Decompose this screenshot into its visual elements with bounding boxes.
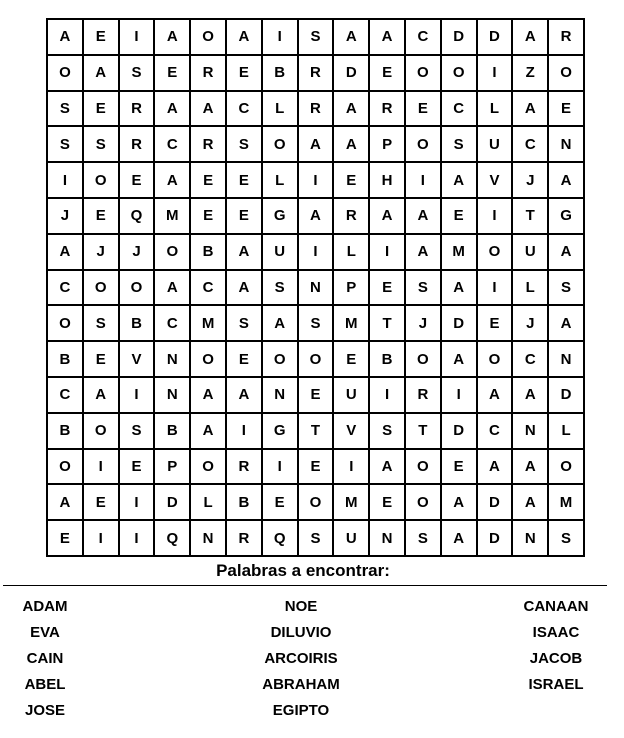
word-item: JOSE [24,702,66,719]
grid-cell[interactable]: R [298,55,334,91]
grid-cell[interactable]: S [119,413,155,449]
grid-cell[interactable]: I [119,377,155,413]
grid-cell[interactable]: S [226,305,262,341]
grid-cell[interactable]: E [369,55,405,91]
grid-cell[interactable]: S [298,19,334,55]
grid-cell[interactable]: D [441,413,477,449]
word-list-middle [231,597,371,727]
grid-cell[interactable]: E [226,198,262,234]
grid-cell[interactable]: N [154,341,190,377]
grid-row [47,234,584,270]
grid-cell[interactable]: A [369,198,405,234]
word-item: ABEL [24,676,66,693]
grid-cell[interactable]: A [512,19,548,55]
grid-cell[interactable]: A [405,234,441,270]
word-item: CAIN [26,650,64,667]
grid-cell[interactable]: O [190,449,226,485]
grid-cell[interactable]: E [83,19,119,55]
grid-cell[interactable]: S [405,520,441,556]
grid-cell[interactable]: S [226,126,262,162]
grid-cell[interactable]: B [154,413,190,449]
grid-cell[interactable]: V [119,341,155,377]
grid-cell[interactable]: S [83,305,119,341]
grid-cell[interactable]: L [548,413,584,449]
grid-cell[interactable]: I [333,449,369,485]
grid-cell[interactable]: G [262,413,298,449]
grid-cell[interactable]: E [298,377,334,413]
grid-cell[interactable]: E [369,270,405,306]
grid-cell[interactable]: E [333,341,369,377]
grid-cell[interactable]: O [405,341,441,377]
grid-cell[interactable]: A [548,162,584,198]
grid-cell[interactable]: D [477,520,513,556]
grid-cell[interactable]: I [83,449,119,485]
grid-cell[interactable]: A [548,305,584,341]
grid-cell[interactable]: B [119,305,155,341]
grid-cell[interactable]: I [119,520,155,556]
grid-cell[interactable]: R [190,126,226,162]
grid-cell[interactable]: R [548,19,584,55]
grid-cell[interactable]: S [47,91,83,127]
grid-cell[interactable]: E [226,341,262,377]
grid-cell[interactable]: A [226,270,262,306]
grid-cell[interactable]: U [262,234,298,270]
grid-cell[interactable]: I [262,19,298,55]
grid-cell[interactable]: O [405,449,441,485]
grid-cell[interactable]: O [405,484,441,520]
grid-cell[interactable]: A [190,377,226,413]
grid-row [47,484,584,520]
grid-row [47,19,584,55]
grid-cell[interactable]: A [226,19,262,55]
grid-cell[interactable]: I [369,377,405,413]
grid-cell[interactable]: N [262,377,298,413]
grid-cell[interactable]: J [512,305,548,341]
grid-cell[interactable]: D [441,305,477,341]
grid-cell[interactable]: D [154,484,190,520]
grid-cell[interactable]: O [47,449,83,485]
grid-cell[interactable]: I [298,234,334,270]
grid-row [47,55,584,91]
grid-cell[interactable]: A [548,234,584,270]
grid-cell[interactable]: T [512,198,548,234]
grid-cell[interactable]: R [190,55,226,91]
grid-cell[interactable]: I [119,484,155,520]
grid-cell[interactable]: O [405,126,441,162]
grid-cell[interactable]: E [83,484,119,520]
grid-cell[interactable]: I [47,162,83,198]
grid-cell[interactable]: D [333,55,369,91]
grid-cell[interactable]: S [441,126,477,162]
grid-cell[interactable]: J [512,162,548,198]
grid-cell[interactable]: A [333,19,369,55]
grid-row [47,162,584,198]
grid-cell[interactable]: N [548,126,584,162]
grid-cell[interactable]: J [83,234,119,270]
grid-cell[interactable]: D [477,19,513,55]
grid-cell[interactable]: S [405,270,441,306]
grid-cell[interactable]: I [119,19,155,55]
grid-cell[interactable]: V [333,413,369,449]
grid-cell[interactable]: A [298,198,334,234]
grid-cell[interactable]: E [190,198,226,234]
grid-cell[interactable]: O [298,341,334,377]
word-item: ISRAEL [528,676,584,693]
grid-cell[interactable]: N [548,341,584,377]
grid-cell[interactable]: A [477,449,513,485]
grid-cell[interactable]: O [83,162,119,198]
grid-cell[interactable]: A [441,484,477,520]
grid-cell[interactable]: N [154,377,190,413]
grid-cell[interactable]: D [477,484,513,520]
grid-cell[interactable]: A [190,413,226,449]
grid-cell[interactable]: I [83,520,119,556]
grid-cell[interactable]: Q [262,520,298,556]
grid-cell[interactable]: S [262,270,298,306]
grid-cell[interactable]: E [441,449,477,485]
word-search-grid [46,18,585,557]
grid-cell[interactable]: S [119,55,155,91]
grid-row [47,305,584,341]
words-heading: Palabras a encontrar: [216,561,390,580]
word-item: ABRAHAM [262,676,340,693]
grid-cell[interactable]: O [441,55,477,91]
grid-cell[interactable]: A [369,449,405,485]
grid-cell[interactable]: L [262,162,298,198]
grid-cell[interactable]: C [405,19,441,55]
grid-cell[interactable]: A [333,126,369,162]
grid-cell[interactable]: L [190,484,226,520]
grid-cell[interactable]: E [548,91,584,127]
grid-cell[interactable]: A [47,234,83,270]
grid-cell[interactable]: A [154,270,190,306]
grid-cell[interactable]: A [405,198,441,234]
grid-cell[interactable]: O [154,234,190,270]
word-item: EGIPTO [272,702,330,719]
grid-cell[interactable]: C [512,126,548,162]
grid-cell[interactable]: A [441,162,477,198]
grid-cell[interactable]: V [477,162,513,198]
grid-cell[interactable]: G [262,198,298,234]
word-item: DILUVIO [270,624,332,641]
grid-cell[interactable]: A [441,520,477,556]
grid-row [47,270,584,306]
grid-cell[interactable]: A [262,305,298,341]
grid-cell[interactable]: E [333,162,369,198]
grid-cell[interactable]: I [369,234,405,270]
grid-row [47,91,584,127]
grid-cell[interactable]: Z [512,55,548,91]
grid-cell[interactable]: R [333,198,369,234]
grid-cell[interactable]: O [83,413,119,449]
word-item: NOE [284,598,318,615]
grid-cell[interactable]: A [226,234,262,270]
divider [3,585,607,586]
grid-cell[interactable]: B [190,234,226,270]
grid-cell[interactable]: S [83,126,119,162]
grid-cell[interactable]: S [548,270,584,306]
grid-cell[interactable]: S [369,413,405,449]
grid-cell[interactable]: R [226,449,262,485]
grid-cell[interactable]: B [369,341,405,377]
grid-cell[interactable]: E [83,91,119,127]
word-item: CANAAN [523,598,589,615]
grid-cell[interactable]: E [119,162,155,198]
grid-cell[interactable]: M [441,234,477,270]
grid-cell[interactable]: N [190,520,226,556]
grid-row [47,449,584,485]
grid-cell[interactable]: U [512,234,548,270]
grid-cell[interactable]: J [119,234,155,270]
grid-cell[interactable]: C [47,377,83,413]
grid-cell[interactable]: O [548,55,584,91]
grid-cell[interactable]: R [405,377,441,413]
grid-cell[interactable]: N [369,520,405,556]
grid-cell[interactable]: A [83,55,119,91]
grid-cell[interactable]: O [548,449,584,485]
grid-cell[interactable]: H [369,162,405,198]
grid-cell[interactable]: O [190,341,226,377]
grid-cell[interactable]: O [190,19,226,55]
grid-cell[interactable]: C [47,270,83,306]
grid-cell[interactable]: I [405,162,441,198]
grid-cell[interactable]: L [333,234,369,270]
grid-cell[interactable]: E [190,162,226,198]
grid-cell[interactable]: Q [119,198,155,234]
grid-cell[interactable]: E [369,484,405,520]
grid-cell[interactable]: E [47,520,83,556]
grid-cell[interactable]: A [477,377,513,413]
grid-cell[interactable]: T [369,305,405,341]
grid-cell[interactable]: M [333,484,369,520]
grid-cell[interactable]: M [190,305,226,341]
grid-cell[interactable]: R [119,91,155,127]
grid-cell[interactable]: O [119,270,155,306]
grid-cell[interactable]: C [226,91,262,127]
grid-cell[interactable]: C [154,305,190,341]
grid-cell[interactable]: E [154,55,190,91]
grid-cell[interactable]: O [262,341,298,377]
grid-cell[interactable]: O [47,55,83,91]
grid-cell[interactable]: A [369,19,405,55]
grid-cell[interactable]: I [262,449,298,485]
grid-row [47,520,584,556]
grid-cell[interactable]: N [512,413,548,449]
word-item: ISAAC [532,624,580,641]
grid-cell[interactable]: N [298,270,334,306]
grid-cell[interactable]: E [405,91,441,127]
grid-cell[interactable]: E [298,449,334,485]
grid-cell[interactable]: A [512,449,548,485]
grid-cell[interactable]: R [119,126,155,162]
grid-cell[interactable]: J [47,198,83,234]
grid-cell[interactable]: E [441,198,477,234]
grid-cell[interactable]: E [119,449,155,485]
word-item: EVA [30,624,60,641]
grid-cell[interactable]: U [333,520,369,556]
grid-cell[interactable]: A [47,19,83,55]
grid-cell[interactable]: O [47,305,83,341]
grid-cell[interactable]: I [477,55,513,91]
grid-cell[interactable]: B [262,55,298,91]
grid-cell[interactable]: O [405,55,441,91]
grid-cell[interactable]: I [226,413,262,449]
grid-cell[interactable]: R [369,91,405,127]
grid-cell[interactable]: R [298,91,334,127]
grid-cell[interactable]: A [512,377,548,413]
grid-cell[interactable]: A [226,377,262,413]
grid-row [47,377,584,413]
grid-cell[interactable]: C [512,341,548,377]
grid-cell[interactable]: I [298,162,334,198]
grid-row [47,413,584,449]
grid-cell[interactable]: P [154,449,190,485]
grid-cell[interactable]: L [477,91,513,127]
grid-cell[interactable]: M [548,484,584,520]
grid-cell[interactable]: A [83,377,119,413]
grid-cell[interactable]: E [477,305,513,341]
grid-cell[interactable]: A [190,91,226,127]
grid-cell[interactable]: I [441,377,477,413]
grid-cell[interactable]: I [477,270,513,306]
word-list-right [486,597,624,701]
grid-cell[interactable]: E [226,162,262,198]
grid-cell[interactable]: R [226,520,262,556]
grid-cell[interactable]: A [154,19,190,55]
grid-cell[interactable]: L [512,270,548,306]
grid-cell[interactable]: D [548,377,584,413]
grid-cell[interactable]: A [154,91,190,127]
grid-cell[interactable]: I [477,198,513,234]
grid-cell[interactable]: S [298,305,334,341]
grid-row [47,341,584,377]
word-item: ARCOIRIS [264,650,338,667]
grid-cell[interactable]: O [477,234,513,270]
grid-cell[interactable]: O [262,126,298,162]
grid-cell[interactable]: C [190,270,226,306]
grid-cell[interactable]: A [298,126,334,162]
grid-cell[interactable]: M [333,305,369,341]
grid-cell[interactable]: O [298,484,334,520]
grid-cell[interactable]: M [154,198,190,234]
word-list-left [0,597,115,727]
grid-cell[interactable]: O [477,341,513,377]
grid-cell[interactable]: C [477,413,513,449]
grid-cell[interactable]: C [441,91,477,127]
grid-cell[interactable]: C [154,126,190,162]
grid-cell[interactable]: N [512,520,548,556]
grid-cell[interactable]: L [262,91,298,127]
grid-cell[interactable]: A [333,91,369,127]
grid-cell[interactable]: T [405,413,441,449]
grid-cell[interactable]: U [333,377,369,413]
grid-cell[interactable]: A [512,484,548,520]
grid-cell[interactable]: P [333,270,369,306]
grid-cell[interactable]: P [369,126,405,162]
grid-row [47,198,584,234]
grid-cell[interactable]: O [83,270,119,306]
grid-cell[interactable]: S [47,126,83,162]
grid-cell[interactable]: S [298,520,334,556]
grid-cell[interactable]: G [548,198,584,234]
grid-cell[interactable]: A [441,270,477,306]
grid-cell[interactable]: T [298,413,334,449]
grid-cell[interactable]: B [226,484,262,520]
grid-cell[interactable]: A [441,341,477,377]
grid-cell[interactable]: J [405,305,441,341]
grid-cell[interactable]: A [512,91,548,127]
grid-cell[interactable]: E [83,198,119,234]
grid-cell[interactable]: A [47,484,83,520]
word-item: ADAM [22,598,68,615]
grid-cell[interactable]: U [477,126,513,162]
grid-cell[interactable]: A [154,162,190,198]
grid-cell[interactable]: E [83,341,119,377]
grid-row [47,126,584,162]
grid-cell[interactable]: E [226,55,262,91]
grid-cell[interactable]: B [47,413,83,449]
grid-cell[interactable]: B [47,341,83,377]
word-item: JACOB [529,650,583,667]
grid-cell[interactable]: E [262,484,298,520]
grid-cell[interactable]: D [441,19,477,55]
grid-cell[interactable]: Q [154,520,190,556]
grid-cell[interactable]: S [548,520,584,556]
